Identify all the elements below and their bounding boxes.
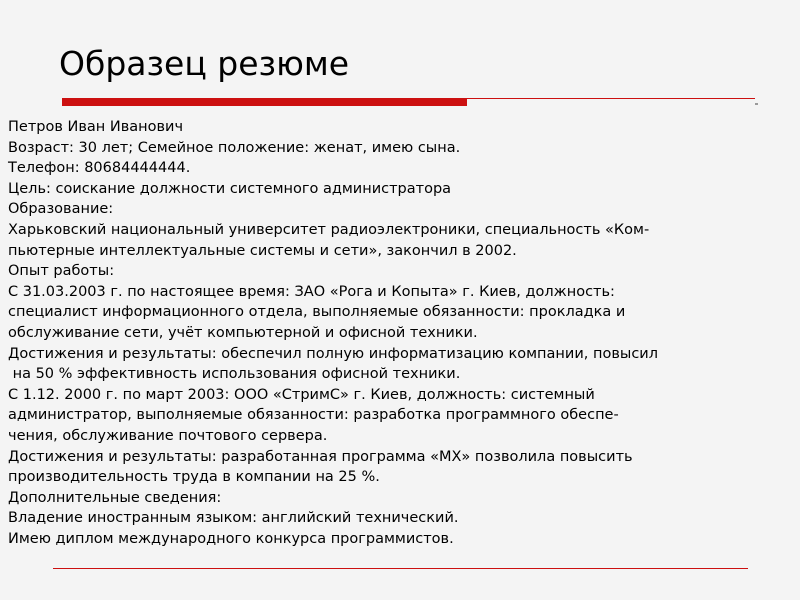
resume-name: Петров Иван Иванович <box>8 119 184 135</box>
resume-education-heading: Образование: <box>8 201 114 218</box>
resume-experience-heading: Опыт работы: <box>8 263 115 280</box>
resume-additional-line: Владение иностранным языком: английский технический. <box>8 510 459 527</box>
resume-text <box>8 117 798 549</box>
resume-experience-line: С 1.12. 2000 г. по март 2003: ООО «СтримС» г. Киев, должность: системный <box>8 386 595 403</box>
resume-achievements-line: Достижения и результаты: разработанная программа «MX» позволила повысить <box>8 448 633 465</box>
title-underline-end-mark <box>755 103 758 105</box>
resume-additional-heading: Дополнительные сведения: <box>8 489 222 506</box>
resume-experience-line: специалист информационного отдела, выполняемые обязанности: прокладка и <box>8 304 626 321</box>
resume-education-line: пьютерные интеллектуальные системы и сети», закончил в 2002. <box>8 242 517 259</box>
resume-phone: Телефон: 80684444444. <box>8 160 191 177</box>
resume-additional-line: Имею диплом международного конкурса программистов. <box>8 530 454 547</box>
title-underline-thin <box>467 98 755 99</box>
resume-achievements-line: производительность труда в компании на 25 %. <box>8 469 380 486</box>
slide-title: Образец резюме <box>59 44 350 83</box>
resume-objective: Цель: соискание должности системного администратора <box>8 180 452 197</box>
resume-experience-line: обслуживание сети, учёт компьютерной и офисной техники. <box>8 324 478 341</box>
resume-achievements-line: Достижения и результаты: обеспечил полную информатизацию компании, повысил <box>8 345 658 362</box>
resume-experience-line: С 31.03.2003 г. по настоящее время: ЗАО «Рога и Копыта» г. Киев, должность: <box>8 283 615 300</box>
resume-achievements-line: на 50 % эффективность использования офисной техники. <box>8 366 461 383</box>
resume-education-line: Харьковский национальный университет радиоэлектроники, специальность «Ком- <box>8 221 650 238</box>
resume-age-family: Возраст: 30 лет; Семейное положение: женат, имею сына. <box>8 139 461 156</box>
resume-experience-line: чения, обслуживание почтового сервера. <box>8 427 328 444</box>
footer-rule <box>53 568 748 569</box>
resume-experience-line: администратор, выполняемые обязанности: разработка программного обеспе- <box>8 407 619 424</box>
title-underline-thick <box>62 98 467 106</box>
